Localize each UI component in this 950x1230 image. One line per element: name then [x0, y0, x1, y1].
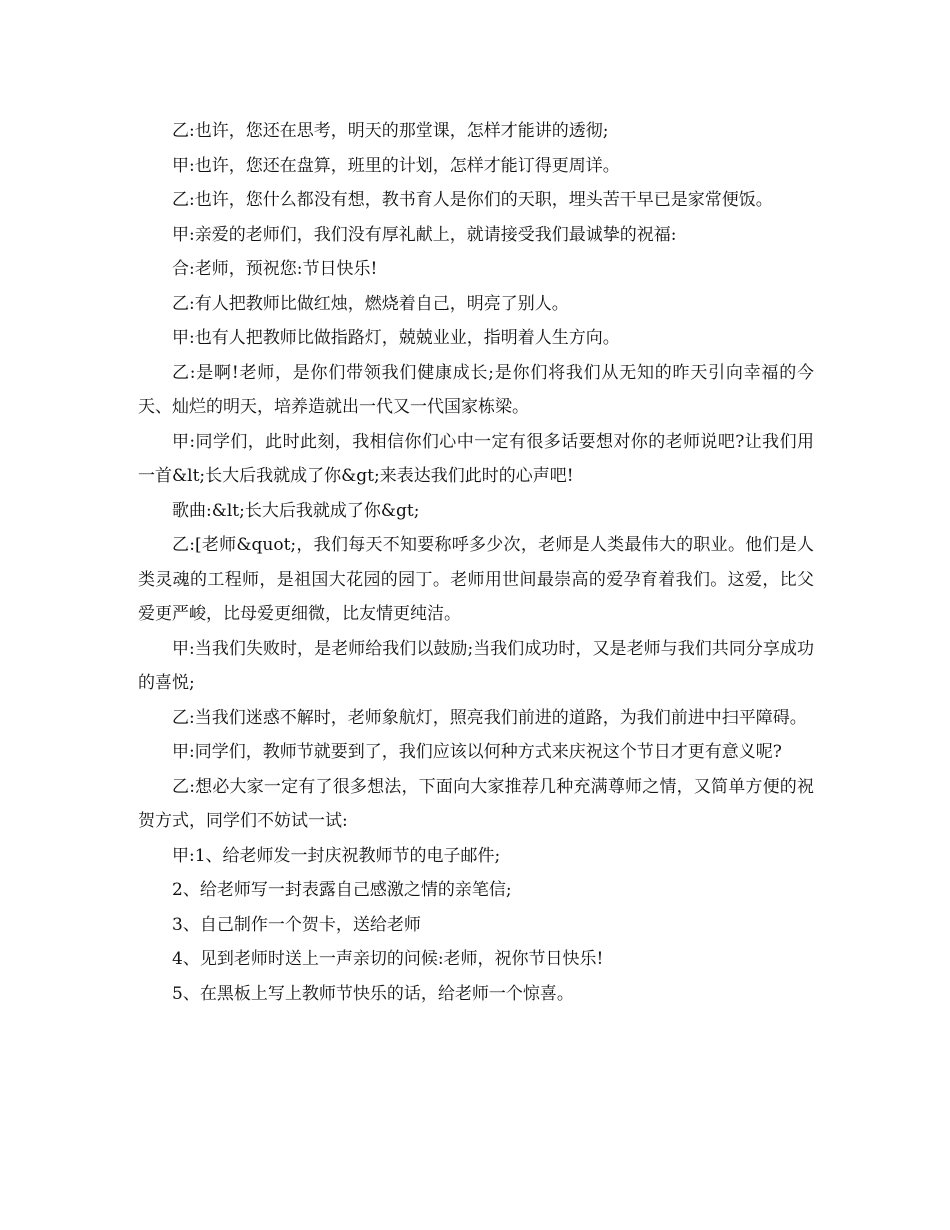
paragraph: 甲:也有人把教师比做指路灯，兢兢业业，指明着人生方向。 — [172, 328, 620, 348]
paragraph: 4、见到老师时送上一声亲切的问候:老师，祝你节日快乐! — [172, 949, 604, 969]
paragraph: 乙:是啊!老师，是你们带领我们健康成长;是你们将我们从无知的昨天引向幸福的今天、灿烂的明天，培养造就出一代又一代国家栋梁。 — [138, 362, 814, 417]
paragraph: 乙:想必大家一定有了很多想法，下面向大家推荐几种充满尊师之情，又简单方便的祝贺方式，同学们不妨试一试: — [138, 776, 814, 831]
paragraph: 甲:当我们失败时，是老师给我们以鼓励;当我们成功时，又是老师与我们共同分享成功的喜悦; — [138, 638, 814, 693]
paragraph: 甲:亲爱的老师们，我们没有厚礼献上，就请接受我们最诚挚的祝福: — [172, 224, 677, 245]
paragraph: 合:老师，预祝您:节日快乐! — [172, 259, 378, 279]
paragraph: 乙:也许，您还在思考，明天的那堂课，怎样才能讲的透彻; — [172, 121, 609, 141]
paragraph: 甲:也许，您还在盘算，班里的计划，怎样才能订得更周详。 — [172, 155, 620, 176]
paragraph: 5、在黑板上写上教师节快乐的话，给老师一个惊喜。 — [172, 983, 574, 1004]
paragraph: 甲:同学们，教师节就要到了，我们应该以何种方式来庆祝这个节日才更有意义呢? — [172, 742, 782, 762]
paragraph: 2、给老师写一封表露自己感激之情的亲笔信; — [172, 880, 512, 900]
paragraph: 歌曲:&lt;长大后我就成了你&gt; — [172, 500, 420, 521]
paragraph: 乙:有人把教师比做红烛，燃烧着自己，明亮了别人。 — [172, 293, 569, 314]
paragraph: 乙:当我们迷惑不解时，老师象航灯，照亮我们前进的道路，为我们前进中扫平障碍。 — [172, 707, 807, 728]
paragraph: 乙:也许，您什么都没有想，教书育人是你们的天职，埋头苦干早已是家常便饭。 — [172, 190, 773, 210]
paragraph: 乙:[老师&quot;，我们每天不知要称呼多少次，老师是人类最伟大的职业。他们是人类灵魂的工程师，是祖国大花园的园丁。老师用世间最崇高的爱孕育着我们。这爱，比父爱更严峻，比母爱更细微，比友情更纯洁。 — [138, 535, 814, 624]
paragraph: 3、自己制作一个贺卡，送给老师 — [172, 914, 421, 935]
document-body — [138, 114, 814, 1011]
paragraph: 甲:1、给老师发一封庆祝教师节的电子邮件; — [172, 845, 501, 866]
paragraph: 甲:同学们，此时此刻，我相信你们心中一定有很多话要想对你的老师说吧?让我们用一首&lt;长大后我就成了你&gt;来表达我们此时的心声吧! — [138, 431, 814, 486]
